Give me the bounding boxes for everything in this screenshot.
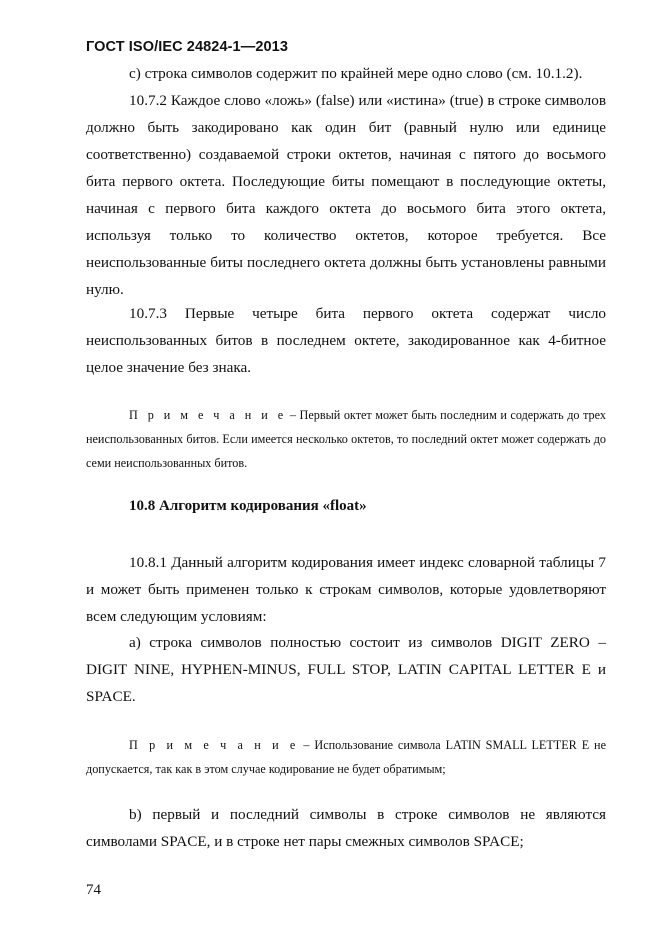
document-header: ГОСТ ISO/IEC 24824-1—2013 xyxy=(86,39,288,55)
paragraph: 10.8.1 Данный алгоритм кодирования имеет индекс словарной таблицы 7 и может быть применен только к строкам символов, которые удовлетворяют всем следующим условиям: xyxy=(86,554,606,625)
paragraph: b) первый и последний символы в строке символов не являются символами SPACE, и в строке нет пары смежных символов SPACE; xyxy=(86,806,606,850)
clause-10-7-2 xyxy=(86,87,606,303)
note-paragraph xyxy=(86,403,606,475)
condition-b xyxy=(86,801,606,855)
page-number: 74 xyxy=(86,882,101,898)
condition-a xyxy=(86,629,606,710)
section-title: 10.8 Алгоритм кодирования «float» xyxy=(129,498,367,514)
note-text: – Первый октет может быть последним и содержать до трех неиспользованных битов. Если имеется несколько октетов, то последний октет может содержать до семи неиспользованных битов. xyxy=(86,408,606,470)
note-label: П р и м е ч а н и е xyxy=(129,408,287,422)
section-10-8 xyxy=(86,498,606,515)
paragraph-item-c xyxy=(86,60,606,87)
paragraph: a) строка символов полностью состоит из символов DIGIT ZERO – DIGIT NINE, HYPHEN-MINUS, FULL STOP, LATIN CAPITAL LETTER E и SPACE. xyxy=(86,634,606,705)
clause-10-7-3 xyxy=(86,300,606,381)
paragraph: 10.7.3 Первые четыре бита первого октета содержат число неиспользованных битов в последнем октете, закодированное как 4-битное целое значение без знака. xyxy=(86,305,606,376)
note-paragraph xyxy=(86,733,606,781)
paragraph: c) строка символов содержит по крайней мере одно слово (см. 10.1.2). xyxy=(129,65,583,82)
note-1 xyxy=(86,403,606,475)
note-2 xyxy=(86,733,606,781)
note-label: П р и м е ч а н и е xyxy=(129,738,299,752)
note-text: – Использование символа LATIN SMALL LETTER E не допускается, так как в этом случае кодирование не будет обратимым; xyxy=(86,738,606,776)
clause-10-8-1 xyxy=(86,549,606,630)
paragraph: 10.7.2 Каждое слово «ложь» (false) или «истина» (true) в строке символов должно быть закодировано как один бит (равный нулю или единице соответственно) создаваемой строки октетов, начиная с пятого до восьмого бита первого октета. Последующие биты помещают в последующие октеты, начиная с первого бита каждого октета до восьмого бита этого октета, используя только то количество октетов, которое требуется. Все неиспользованные биты последнего октета должны быть установлены равными нулю. xyxy=(86,92,606,298)
